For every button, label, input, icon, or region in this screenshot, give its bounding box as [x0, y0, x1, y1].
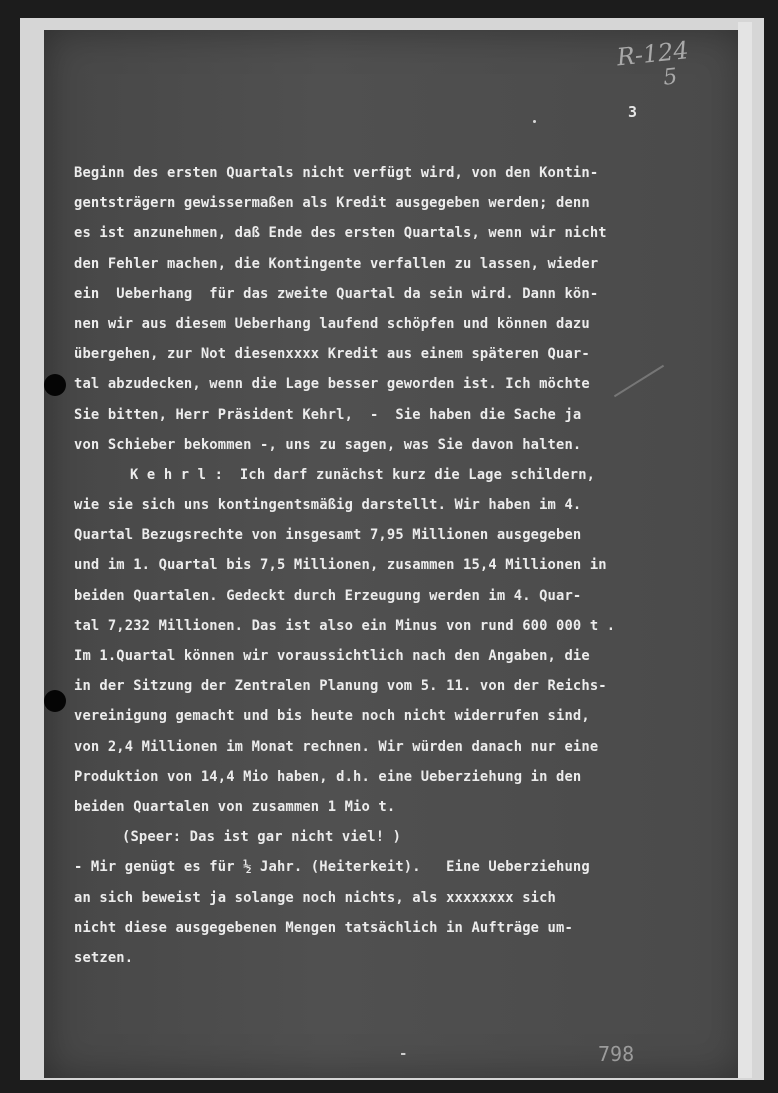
- text-line: an sich beweist ja solange noch nichts, als xxxxxxxx sich: [74, 889, 557, 906]
- text-line: und im 1. Quartal bis 7,5 Millionen, zusammen 15,4 Millionen in: [74, 557, 607, 574]
- text-line: es ist anzunehmen, daß Ende des ersten Quartals, wenn wir nicht: [74, 225, 607, 242]
- text-line: setzen.: [74, 949, 134, 966]
- ink-dot: [533, 120, 536, 123]
- archive-reference-sub: 5: [661, 64, 679, 91]
- page-edge: [738, 22, 752, 1078]
- text-line: beiden Quartalen von zusammen 1 Mio t.: [74, 798, 396, 815]
- text-line: nen wir aus diesem Ueberhang laufend schöpfen und können dazu: [74, 315, 590, 332]
- text-line: wie sie sich uns kontingentsmäßig darstellt. Wir haben im 4.: [74, 497, 582, 514]
- text-line: Sie bitten, Herr Präsident Kehrl, - Sie haben die Sache ja: [74, 406, 582, 423]
- text-line: nicht diese ausgegebenen Mengen tatsächlich in Aufträge um-: [74, 919, 573, 936]
- text-line: Im 1.Quartal können wir voraussichtlich nach den Angaben, die: [74, 648, 590, 664]
- text-line: gentsträgern gewissermaßen als Kredit ausgegeben werden; denn: [74, 195, 590, 212]
- archive-reference-main: R-124: [615, 36, 690, 72]
- text-line: den Fehler machen, die Kontingente verfallen zu lassen, wieder: [74, 255, 599, 272]
- interjection-speer: (Speer: Das ist gar nicht viel! ): [122, 829, 402, 846]
- text-line: Produktion von 14,4 Mio haben, d.h. eine Ueberziehung in den: [74, 768, 582, 785]
- typed-text-body: [74, 158, 674, 973]
- folio-number: 798: [598, 1042, 635, 1066]
- text-line: Quartal Bezugsrechte von insgesamt 7,95 Millionen ausgegeben: [74, 527, 582, 544]
- text-line: tal 7,232 Millionen. Das ist also ein Minus von rund 600 000 t .: [74, 617, 616, 634]
- text-line: in der Sitzung der Zentralen Planung vom 5. 11. von der Reichs-: [74, 678, 607, 695]
- archive-reference: [616, 36, 707, 97]
- text-line: Beginn des ersten Quartals nicht verfügt wird, von den Kontin-: [74, 165, 599, 181]
- text-line: beiden Quartalen. Gedeckt durch Erzeugung werden im 4. Quar-: [74, 587, 582, 604]
- footer-mark: -: [399, 1046, 408, 1062]
- text-line: von Schieber bekommen -, uns zu sagen, was Sie davon halten.: [74, 436, 582, 453]
- punch-hole-upper: [44, 374, 66, 396]
- speaker-line-kehrl: K e h r l : Ich darf zunächst kurz die Lage schildern,: [130, 466, 596, 483]
- text-line: übergehen, zur Not diesenxxxx Kredit aus einem späteren Quar-: [74, 346, 590, 363]
- text-line: - Mir genügt es für ½ Jahr. (Heiterkeit). Eine Ueberziehung: [74, 859, 590, 876]
- page-number: 3: [628, 103, 638, 121]
- text-line: vereinigung gemacht und bis heute noch nicht widerrufen sind,: [74, 708, 590, 725]
- text-line: tal abzudecken, wenn die Lage besser geworden ist. Ich möchte: [74, 376, 590, 393]
- text-line: von 2,4 Millionen im Monat rechnen. Wir würden danach nur eine: [74, 738, 599, 755]
- punch-hole-lower: [44, 690, 66, 712]
- text-line: ein Ueberhang für das zweite Quartal da sein wird. Dann kön-: [74, 285, 599, 302]
